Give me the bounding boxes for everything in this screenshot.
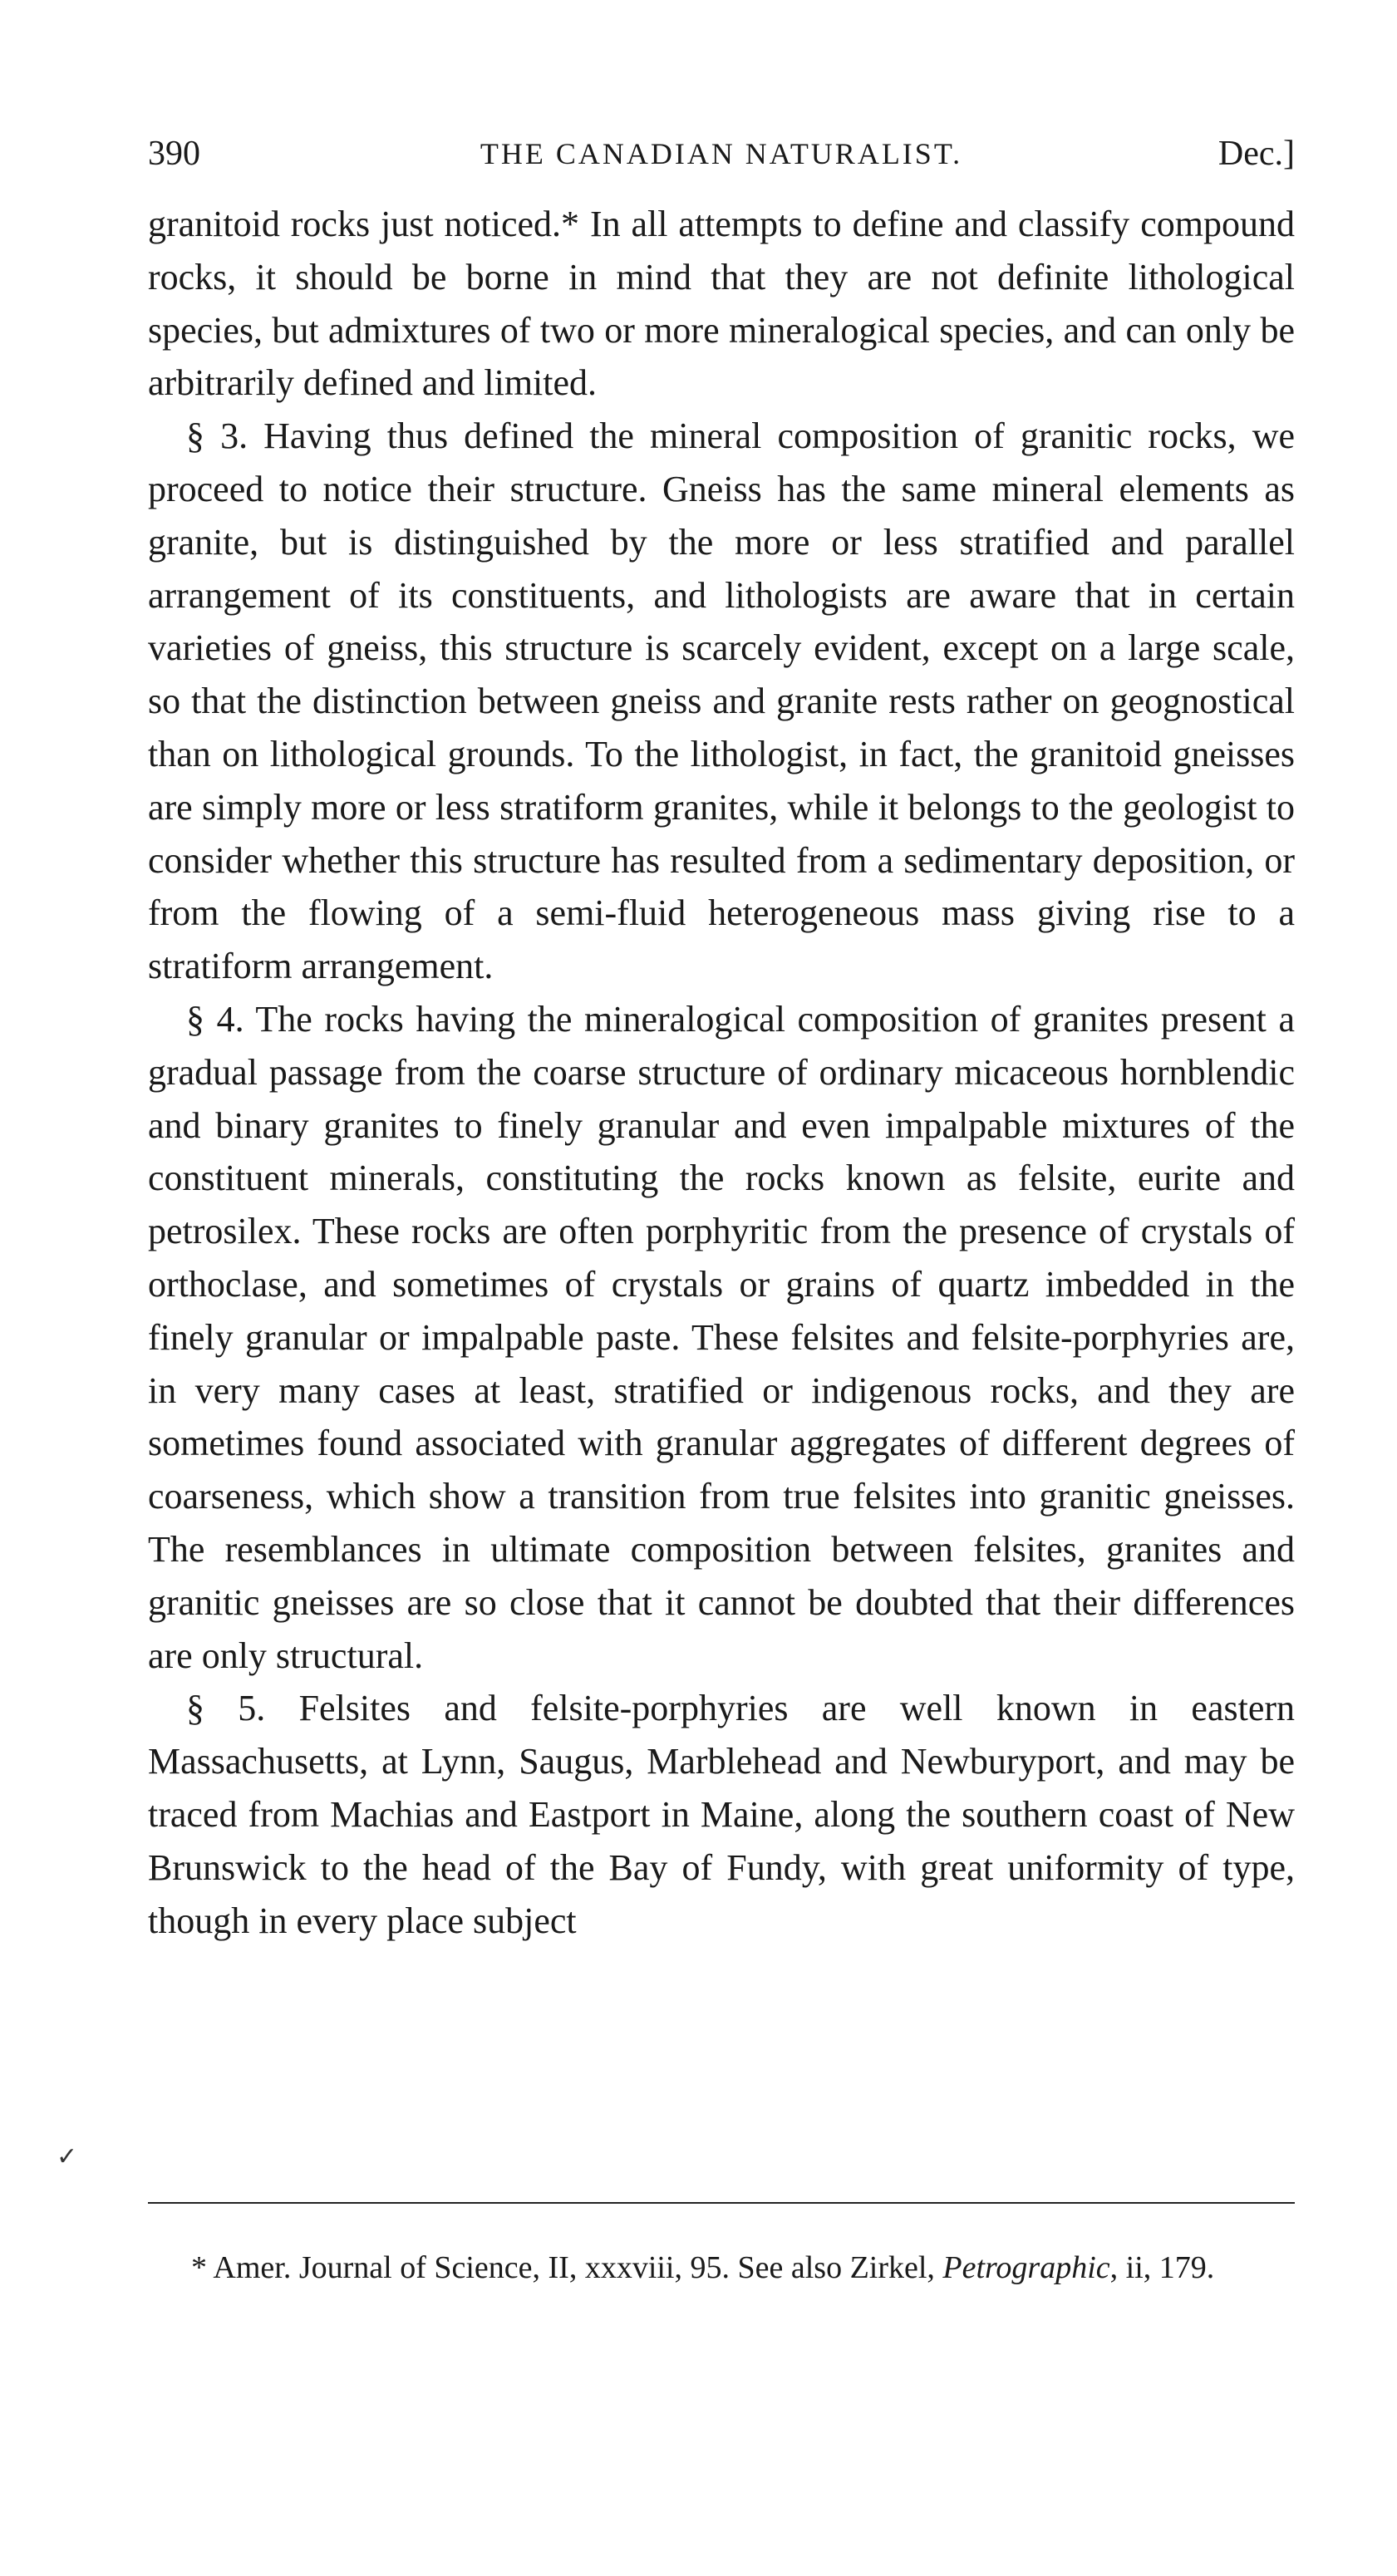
paragraph-section-4: § 4. The rocks having the mineralogical composition of granites present a gradual passage from the coarse structure of ordinary micaceous hornblendic and binary granites to finely granular and even impalpable mixtures of the constituent minerals, constituting the rocks known as felsite, eurite and petrosilex. These rocks are often porphyritic from the presence of crystals of orthoclase, and sometimes of crystals or grains of quartz imbedded in the finely granular or impalpable paste. These felsites and felsite-porphyries are, in very many cases at least, stratified or indigenous rocks, and they are sometimes found associated with granular aggregates of different degrees of coarseness, which show a transition from true felsites into granitic gneisses. The resemblances in ultimate composition between felsites, granites and granitic gneisses are so close that it cannot be doubted that their differences are only structural. (148, 998, 1295, 1676)
page-number: 390 (148, 135, 200, 173)
body-text (148, 198, 1295, 1947)
footnote-text: * Amer. Journal of Science, II, xxxviii, 95. See also Zirkel, (191, 2250, 943, 2285)
footnote-italic-title: Petrographic (942, 2250, 1110, 2285)
footnote (148, 2242, 1295, 2293)
header-month: Dec.] (1217, 135, 1295, 173)
paragraph-section-5: § 5. Felsites and felsite-porphyries are well known in eastern Massachusetts, at Lynn, Saugus, Marblehead and Newburyport, and may be traced from Machias and Eastport in Maine, along the southern coast of New Brunswick to the head of the Bay of Fundy, with great uniformity of type, though in every place subject (148, 1688, 1295, 1941)
running-title: THE CANADIAN NATURALIST. (480, 137, 963, 170)
stray-mark: ✓ (57, 2143, 78, 2170)
paragraph-section-3: § 3. Having thus defined the mineral composition of granitic rocks, we proceed to notice their structure. Gneiss has the same mineral elements as granite, but is distinguished by the more or less stratified and parallel arrangement of its constituents, and lithologists are aware that in certain varieties of gneiss, this structure is scarcely evident, except on a large scale, so that the distinction between gneiss and granite rests rather on geognostical than on lithological grounds. To the lithologist, in fact, the granitoid gneisses are simply more or less stratiform granites, while it belongs to the geologist to consider whether this structure has resulted from a sedimentary deposition, or from the flowing of a semi-fluid heterogeneous mass giving rise to a stratiform arrangement. (148, 415, 1295, 987)
page-header (148, 125, 1295, 183)
document-page (148, 125, 1295, 2285)
paragraph-1: granitoid rocks just noticed.* In all attempts to define and classify compound rocks, it should be borne in mind that they are not definite lithological species, but admixtures of two or more mineralogical species, and can only be arbitrarily defined and limited. (148, 204, 1295, 404)
footnote-tail: , ii, 179. (1109, 2250, 1215, 2285)
footnote-rule (148, 2202, 1295, 2204)
